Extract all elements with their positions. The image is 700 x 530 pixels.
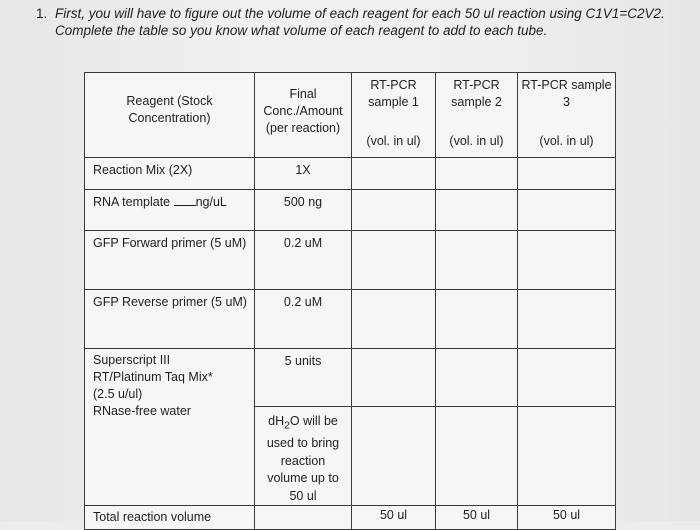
volume-cell[interactable] — [352, 190, 436, 231]
header-sample-3-unit: (vol. in ul) — [539, 134, 594, 148]
conc-cell: 1X — [255, 158, 352, 190]
instruction-text — [36, 5, 686, 39]
total-conc-cell — [255, 506, 352, 530]
total-label: Total reaction volume — [85, 506, 255, 530]
subscript: 2 — [284, 420, 290, 432]
header-sample-2 — [436, 73, 518, 158]
header-reagent: Reagent (Stock Concentration) — [85, 73, 255, 158]
reagent-cell: GFP Reverse primer (5 uM) — [85, 290, 255, 349]
fill-in-blank — [174, 194, 196, 206]
instruction-line-1: First, you will have to figure out the volume of each reagent for each 50 ul reaction using C1V1=C2V2. — [55, 6, 665, 21]
volume-cell[interactable] — [518, 407, 616, 506]
volume-cell[interactable] — [352, 407, 436, 506]
conc-cell: 0.2 uM — [255, 290, 352, 349]
header-sample-1 — [352, 73, 436, 158]
header-sample-1-unit: (vol. in ul) — [366, 134, 421, 148]
conc-line: 50 ul — [289, 488, 317, 503]
conc-line: volume up to — [267, 471, 339, 485]
volume-cell[interactable] — [518, 290, 616, 349]
conc-cell: 0.2 uM — [255, 231, 352, 290]
header-sample-2-name: RT-PCR sample 2 — [451, 78, 502, 109]
conc-text: O will be — [289, 414, 338, 428]
volume-cell[interactable] — [352, 290, 436, 349]
header-sample-3-name: RT-PCR sample 3 — [521, 78, 612, 109]
header-sample-3 — [518, 73, 616, 158]
volume-cell[interactable] — [352, 231, 436, 290]
volume-cell[interactable] — [518, 158, 616, 190]
conc-line: used to bring — [266, 436, 340, 450]
reagent-cell — [85, 349, 255, 506]
reagent-cell: Reaction Mix (2X) — [85, 158, 255, 190]
instruction-number: 1. — [36, 6, 48, 21]
header-final-conc: Final Conc./Amount (per reaction) — [255, 73, 352, 158]
volume-cell[interactable] — [436, 231, 518, 290]
table-row — [85, 158, 616, 190]
reagent-line: RT/Platinum Taq Mix* — [93, 370, 213, 384]
total-sample-3: 50 ul — [518, 506, 616, 530]
volume-cell[interactable] — [436, 158, 518, 190]
total-sample-2: 50 ul — [436, 506, 518, 530]
volume-cell[interactable] — [436, 407, 518, 506]
reagent-cell — [85, 190, 255, 231]
total-row — [85, 506, 616, 530]
reagent-table — [84, 72, 616, 530]
header-sample-1-name: RT-PCR sample 1 — [368, 78, 419, 109]
conc-line: reaction — [280, 453, 326, 468]
reagent-line: RNase-free water — [93, 404, 191, 418]
volume-cell[interactable] — [518, 349, 616, 407]
volume-cell[interactable] — [352, 349, 436, 407]
conc-line — [255, 413, 351, 435]
volume-cell[interactable] — [436, 349, 518, 407]
volume-cell[interactable] — [436, 190, 518, 231]
reagent-unit: ng/uL — [195, 195, 227, 209]
table-row — [85, 231, 616, 290]
volume-cell[interactable] — [352, 158, 436, 190]
table-row — [85, 190, 616, 231]
conc-text: dH — [268, 414, 285, 428]
table-header-row — [85, 73, 616, 158]
reagent-cell: GFP Forward primer (5 uM) — [85, 231, 255, 290]
volume-cell[interactable] — [518, 231, 616, 290]
reagent-line: Superscript III — [93, 353, 171, 367]
conc-cell: 5 units — [255, 349, 352, 407]
conc-cell — [255, 407, 352, 506]
header-sample-2-unit: (vol. in ul) — [449, 134, 504, 148]
reagent-text: RNA template — [93, 195, 174, 209]
volume-cell[interactable] — [518, 190, 616, 231]
conc-cell: 500 ng — [255, 190, 352, 231]
table-row — [85, 349, 616, 407]
table-row — [85, 290, 616, 349]
total-sample-1: 50 ul — [352, 506, 436, 530]
instruction-line-2: Complete the table so you know what volume of each reagent to add to each tube. — [55, 23, 548, 38]
reagent-line: (2.5 u/ul) — [93, 387, 143, 401]
volume-cell[interactable] — [436, 290, 518, 349]
